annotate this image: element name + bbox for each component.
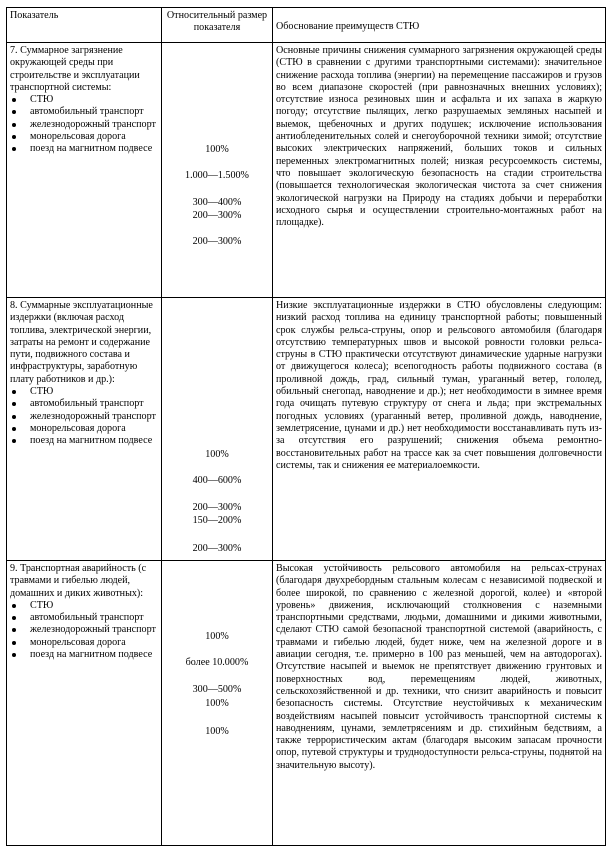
relative-value: 300—400%: [192, 197, 242, 208]
relative-value: 200—300%: [192, 543, 242, 554]
table-row: [7, 561, 606, 846]
relative-value: более 10.000%: [185, 657, 249, 668]
mode-label: автомобильный транспорт: [30, 398, 144, 410]
relative-value: 100%: [205, 449, 229, 460]
mode-label: автомобильный транспорт: [30, 612, 144, 624]
bullet-icon: [12, 390, 16, 394]
indicator-title: 8. Суммарные эксплуатационные издержки (включая расход топлива, электрической энергии, затраты на ремонт и содержание пути, подвижного состава и инфраструктуры, заработную плату работников и др.):: [10, 300, 153, 385]
indicator-cell: [7, 43, 162, 298]
bullet-icon: [12, 641, 16, 645]
relative-value: 100%: [205, 144, 229, 155]
list-item: [10, 637, 158, 649]
list-item: [10, 624, 158, 636]
list-item: [10, 131, 158, 143]
list-item: [10, 398, 158, 410]
mode-label: монорельсовая дорога: [30, 131, 126, 143]
justification-text: Низкие эксплуатационные издержки в СТЮ обусловлены следующим: низкий расход топлива на единицу транспортной работы; повышенный срок службы рельса-струны, опор и рельсового автомобиля (благодаря отсутствию температурных швов и высокой ровности головки рельса-струны в СТЮ практически отсутствуют динамические ударные нагрузки от движущегося колеса); всепогодность работы подвижного состава (в проливной дождь, град, сильный туман, ураганный ветер, гололед, обильный снегопад, наводнение и др.); нет необходимости в зимнее время года очищать путевую структуру от снега и льда; при экстремальных погодных условиях (ураганный ветер, проливной дождь, наводнение, землетрясение, цунами и др.) нет необходимости восстанавливать путь из-за отсутствия его разрушений; снижения объема ремонтно-восстановительных работ на трассе как за счет повышения долговечности системы, так и снижения ее материалоемкости.: [273, 298, 606, 561]
bullet-icon: [12, 110, 16, 114]
indicator-title: 9. Транспортная аварийность (с травмами и гибелью людей, домашних и диких животных):: [10, 563, 147, 599]
indicator-cell: [7, 561, 162, 846]
bullet-icon: [12, 604, 16, 608]
bullet-icon: [12, 123, 16, 127]
value-cell: [162, 561, 273, 846]
bullet-icon: [12, 427, 16, 431]
mode-label: СТЮ: [30, 94, 54, 106]
list-item: [10, 386, 158, 398]
header-indicator: Показатель: [7, 8, 162, 43]
mode-label: автомобильный транспорт: [30, 106, 144, 118]
transport-mode-list: [10, 386, 158, 447]
mode-label: поезд на магнитном подвесе: [30, 649, 153, 661]
list-item: [10, 612, 158, 624]
mode-label: поезд на магнитном подвесе: [30, 143, 153, 155]
list-item: [10, 106, 158, 118]
indicator-cell: [7, 298, 162, 561]
indicator-title: 7. Суммарное загрязнение окружающей среды при строительстве и эксплуатации транспортной системы:: [10, 45, 140, 93]
relative-value: 200—300%: [192, 210, 242, 221]
list-item: [10, 143, 158, 155]
value-cell: [162, 298, 273, 561]
relative-value: 300—500%: [192, 684, 242, 695]
bullet-icon: [12, 135, 16, 139]
relative-value: 400—600%: [192, 475, 242, 486]
mode-label: поезд на магнитном подвесе: [30, 435, 153, 447]
list-item: [10, 411, 158, 423]
list-item: [10, 600, 158, 612]
mode-label: монорельсовая дорога: [30, 636, 126, 648]
mode-label: железнодорожный транспорт: [30, 410, 156, 422]
comparison-table: [6, 7, 606, 846]
mode-label: железнодорожный транспорт: [30, 624, 156, 636]
relative-value: 200—300%: [192, 236, 242, 247]
relative-value: 200—300%: [192, 502, 242, 513]
transport-mode-list: [10, 600, 158, 661]
transport-mode-list: [10, 94, 158, 155]
relative-value: 100%: [205, 726, 229, 737]
table-row: [7, 298, 606, 561]
mode-label: монорельсовая дорога: [30, 422, 126, 434]
justification-text: Высокая устойчивость рельсового автомобиля на рельсах-струнах (благодаря двухребордным стальным колесам с независимой подвеской и более широкой, по сравнению с железной дорогой, колее) и «второй уровень» движения, исключающий столкновения с наземными транспортными средствами, людьми, домашними и дикими животными, сделают СТЮ самой безопасной транспортной системой (аварийность, с травмами и гибелью людей, будет ниже, чем на железной дороге и в авиации сегодня, т.е. примерно в 100 раз меньшей, чем на автодорогах). Отсутствие насыпей и выемок не препятствует движению грунтовых и поверхностных вод, перемещениям людей, животных, сельскохозяйственной и др. техники, что снизит аварийность и повысит безопасность системы. Отсутствие неустойчивых к механическим воздействиям насыпей повысит устойчивость транспортной системы к наводнениям, цунами, землетрясениям и др. стихийным бедствиям, а также террористическим актам (благодаря высоким запасам прочности опор, путевой структуры и труднодоступности рельса-струны, поднятой на значительную высоту).: [273, 561, 606, 846]
bullet-icon: [12, 628, 16, 632]
table-row: [7, 43, 606, 298]
list-item: [10, 94, 158, 106]
mode-label: СТЮ: [30, 599, 54, 611]
list-item: [10, 649, 158, 661]
bullet-icon: [12, 616, 16, 620]
table-header-row: [7, 8, 606, 43]
bullet-icon: [12, 98, 16, 102]
list-item: [10, 435, 158, 447]
list-item: [10, 119, 158, 131]
bullet-icon: [12, 439, 16, 443]
bullet-icon: [12, 415, 16, 419]
justification-text: Основные причины снижения суммарного загрязнения окружающей среды (СТЮ в сравнении с другими транспортными системами): значительное снижение расхода топлива (энергии) на перемещение пассажиров и грузов во всем диапазоне скоростей (при равнозначных внешних условиях); отсутствие износа резиновых шин и асфальта и их запаха в жаркую погоду; отсутствие пылящих, легко разрушаемых земляных насыпей и выемок, щебеночных и других подушек; исключение использования антиобледенительных солей и снегоуборочной техники зимой; отсутствие высоких электрических напряжений, больших токов и сильных переменных электромагнитных полей; низкая ресурсоемкость системы, что повышает экологическую безопасность на стадии строительства (повышается технологическая экологическая чистота за счет снижения экологической нагрузки на Природу на стадиях добычи и переработки исходного сырья и осуществлении строительно-монтажных работ на площадке).: [273, 43, 606, 298]
list-item: [10, 423, 158, 435]
mode-label: СТЮ: [30, 386, 54, 398]
relative-value: 150—200%: [192, 515, 242, 526]
bullet-icon: [12, 147, 16, 151]
value-cell: [162, 43, 273, 298]
header-relative-size: Относительный размер показателя: [162, 8, 273, 43]
relative-value: 100%: [205, 631, 229, 642]
mode-label: железнодорожный транспорт: [30, 118, 156, 130]
relative-value: 1.000—1.500%: [185, 170, 249, 181]
bullet-icon: [12, 402, 16, 406]
bullet-icon: [12, 653, 16, 657]
relative-value: 100%: [205, 698, 229, 709]
header-justification: Обоснование преимуществ СТЮ: [273, 8, 606, 43]
